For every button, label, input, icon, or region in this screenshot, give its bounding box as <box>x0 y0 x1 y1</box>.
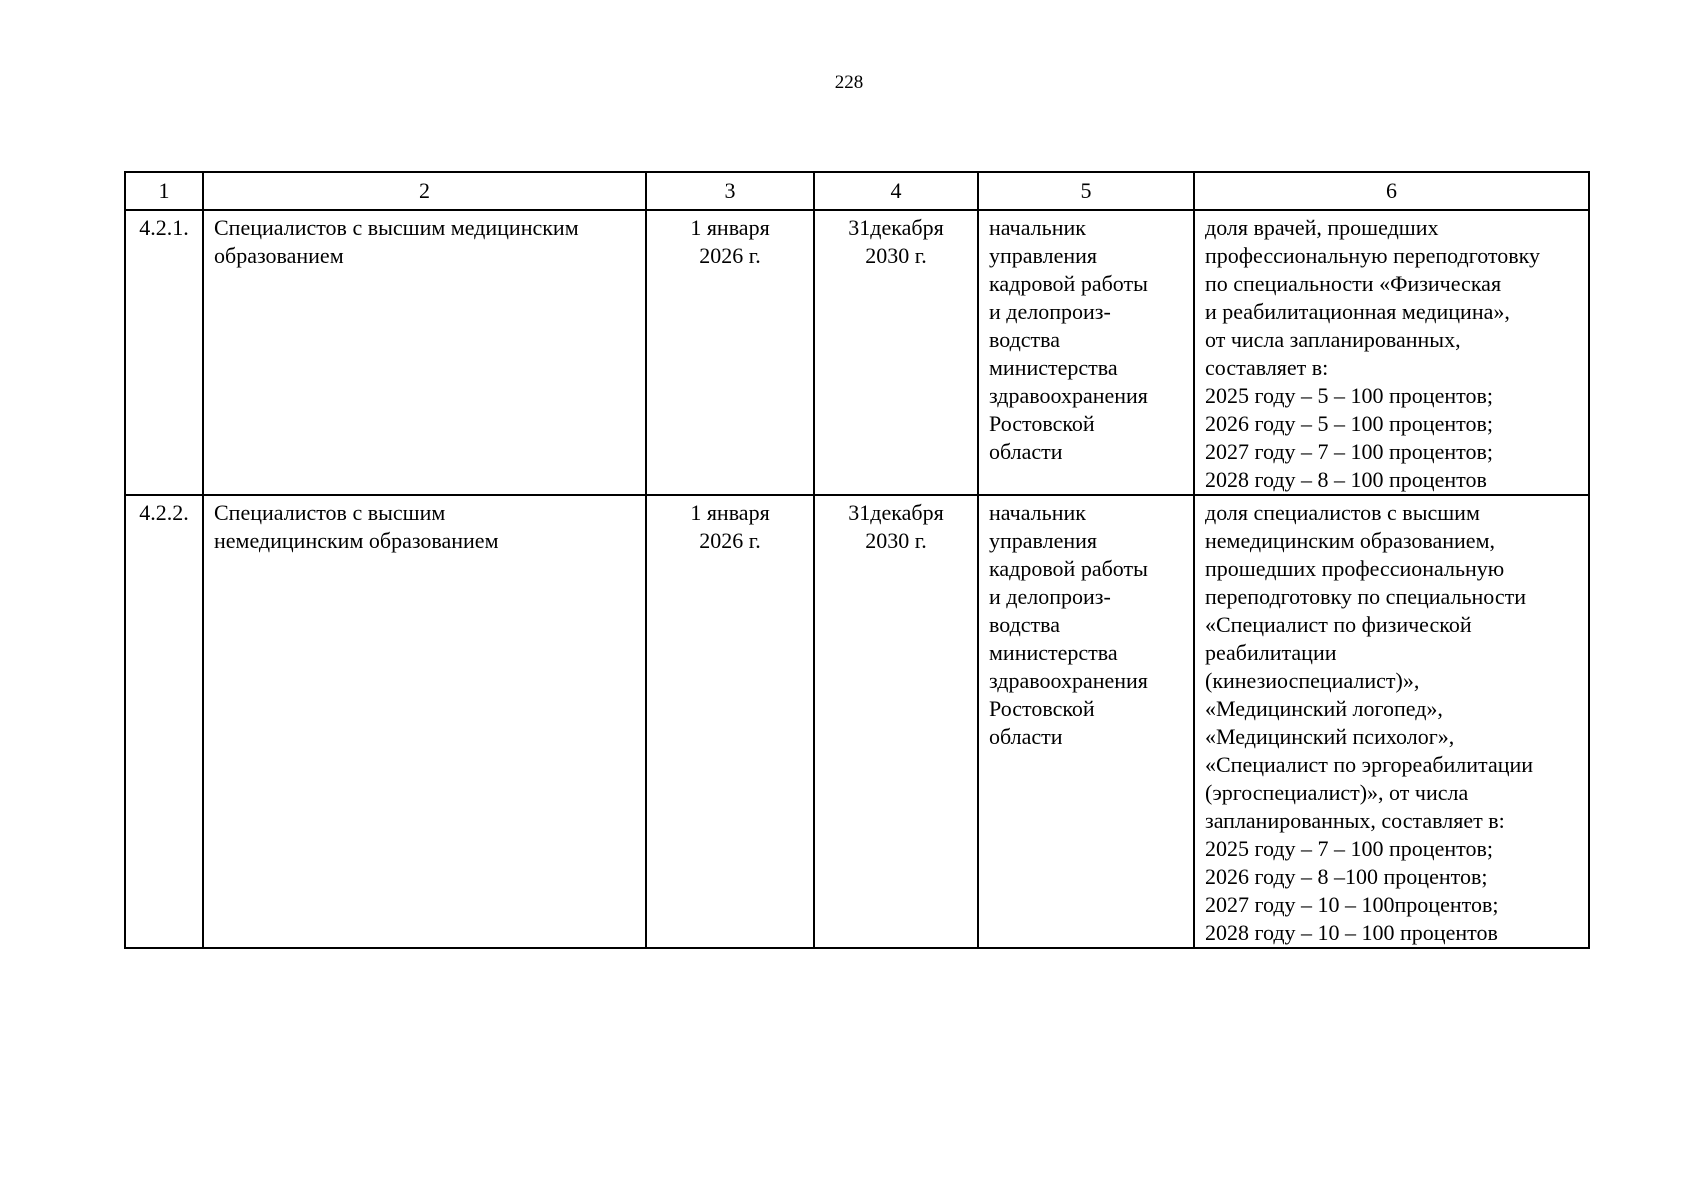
text-line: здравоохранения <box>989 668 1148 693</box>
header-cell-4: 4 <box>814 172 978 210</box>
responsible-cell <box>978 210 1194 495</box>
table-row <box>125 495 1589 948</box>
text-line: 2025 году – 7 – 100 процентов; <box>1205 836 1493 861</box>
text-line: образованием <box>214 243 344 268</box>
text-line: 2030 г. <box>865 243 927 268</box>
row-number: 4.2.2. <box>125 495 203 948</box>
event-name-cell <box>203 495 646 948</box>
header-cell-3: 3 <box>646 172 814 210</box>
text-line: водства <box>989 612 1061 637</box>
text-line: министерства <box>989 355 1118 380</box>
responsible-cell <box>978 495 1194 948</box>
text-line: немедицинским образованием <box>214 528 499 553</box>
text-line: Специалистов с высшим медицинским <box>214 215 579 240</box>
text-line: Специалистов с высшим <box>214 500 446 525</box>
text-line: 2028 году – 8 – 100 процентов <box>1205 467 1487 492</box>
text-line: области <box>989 439 1063 464</box>
text-line: немедицинским образованием, <box>1205 528 1495 553</box>
text-line: Ростовской <box>989 696 1095 721</box>
text-line: реабилитации <box>1205 640 1337 665</box>
page-number: 228 <box>834 72 864 93</box>
start-date-cell <box>646 495 814 948</box>
text-line: 2025 году – 5 – 100 процентов; <box>1205 383 1493 408</box>
text-line: «Медицинский психолог», <box>1205 724 1455 749</box>
text-line: 2026 году – 8 –100 процентов; <box>1205 864 1488 889</box>
text-line: доля врачей, прошедших <box>1205 215 1439 240</box>
text-line: 1 января <box>690 215 770 240</box>
text-line: 2027 году – 7 – 100 процентов; <box>1205 439 1493 464</box>
text-line: кадровой работы <box>989 271 1148 296</box>
text-line: 2026 году – 5 – 100 процентов; <box>1205 411 1493 436</box>
text-line: управления <box>989 528 1098 553</box>
result-cell <box>1194 210 1589 495</box>
text-line: области <box>989 724 1063 749</box>
text-line: и делопроиз- <box>989 299 1111 324</box>
end-date-cell <box>814 495 978 948</box>
start-date-cell <box>646 210 814 495</box>
text-line: 2027 году – 10 – 100процентов; <box>1205 892 1499 917</box>
text-line: «Специалист по эргореабилитации <box>1205 752 1534 777</box>
table-header-row <box>125 172 1589 210</box>
text-line: 2026 г. <box>699 528 761 553</box>
text-line: (кинезиоспециалист)», <box>1205 668 1420 693</box>
text-line: начальник <box>989 215 1086 240</box>
table-row <box>125 210 1589 495</box>
text-line: 2026 г. <box>699 243 761 268</box>
text-line: 1 января <box>690 500 770 525</box>
text-line: запланированных, составляет в: <box>1205 808 1505 833</box>
text-line: Ростовской <box>989 411 1095 436</box>
text-line: прошедших профессиональную <box>1205 556 1505 581</box>
text-line: профессиональную переподготовку <box>1205 243 1541 268</box>
text-line: 31декабря <box>848 500 944 525</box>
header-cell-1: 1 <box>125 172 203 210</box>
header-cell-5: 5 <box>978 172 1194 210</box>
text-line: «Медицинский логопед», <box>1205 696 1443 721</box>
text-line: доля специалистов с высшим <box>1205 500 1480 525</box>
text-line: переподготовку по специальности <box>1205 584 1526 609</box>
text-line: «Специалист по физической <box>1205 612 1472 637</box>
text-line: водства <box>989 327 1061 352</box>
text-line: (эргоспециалист)», от числа <box>1205 780 1469 805</box>
row-number: 4.2.1. <box>125 210 203 495</box>
text-line: 2028 году – 10 – 100 процентов <box>1205 920 1498 945</box>
text-line: здравоохранения <box>989 383 1148 408</box>
result-cell <box>1194 495 1589 948</box>
text-line: кадровой работы <box>989 556 1148 581</box>
end-date-cell <box>814 210 978 495</box>
header-cell-2: 2 <box>203 172 646 210</box>
text-line: министерства <box>989 640 1118 665</box>
text-line: составляет в: <box>1205 355 1329 380</box>
text-line: по специальности «Физическая <box>1205 271 1502 296</box>
text-line: начальник <box>989 500 1086 525</box>
event-name-cell <box>203 210 646 495</box>
text-line: и реабилитационная медицина», <box>1205 299 1510 324</box>
text-line: управления <box>989 243 1098 268</box>
text-line: 31декабря <box>848 215 944 240</box>
text-line: 2030 г. <box>865 528 927 553</box>
header-cell-6: 6 <box>1194 172 1589 210</box>
plan-table <box>124 171 1590 949</box>
text-line: и делопроиз- <box>989 584 1111 609</box>
text-line: от числа запланированных, <box>1205 327 1461 352</box>
